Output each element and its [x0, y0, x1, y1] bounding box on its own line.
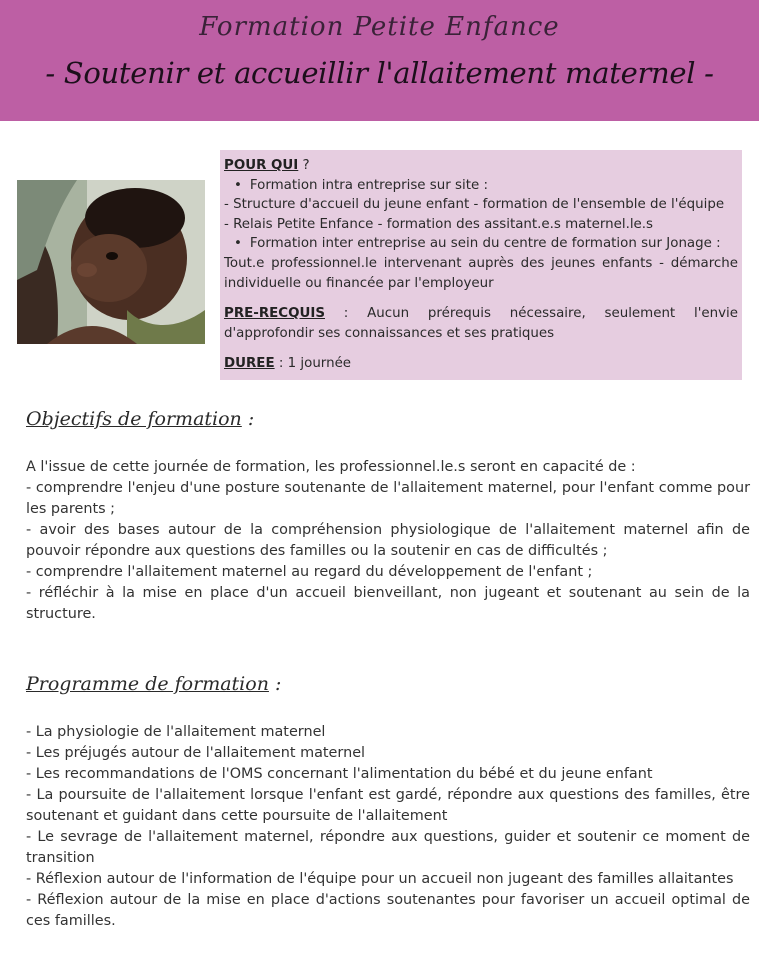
bullet-inter: • Formation inter entreprise au sein du centre de formation sur Jonage :: [224, 234, 738, 254]
objectifs-heading: [26, 408, 254, 430]
line-relais: - Relais Petite Enfance - formation des assitant.e.s maternel.le.s: [224, 216, 654, 232]
objectif-item: - comprendre l'enjeu d'une posture soutenante de l'allaitement maternel, pour l'enfant comme pour les parents ;: [26, 480, 750, 517]
programme-title: Programme de formation: [26, 673, 269, 695]
prereq-label: PRE-RECQUIS: [224, 306, 325, 322]
objectifs-title-suffix: :: [241, 408, 255, 430]
programme-item: - Les préjugés autour de l'allaitement maternel: [26, 745, 366, 761]
objectif-item: - avoir des bases autour de la compréhension physiologique de l'allaitement maternel afin de pouvoir répondre aux questions des familles ou la soutenir en cas de difficultés ;: [26, 522, 750, 559]
programme-item: - Les recommandations de l'OMS concernant l'alimentation du bébé et du jeune enfant: [26, 766, 653, 782]
programme-item: - La physiologie de l'allaitement maternel: [26, 724, 326, 740]
objectifs-title: Objectifs de formation: [26, 408, 242, 430]
programme-list: [26, 722, 750, 932]
objectifs-list: [26, 457, 750, 625]
pour-qui-line: [224, 156, 738, 176]
programme-item: - Réflexion autour de la mise en place d'actions soutenantes pour favoriser un accueil optimal de ces familles.: [26, 892, 750, 929]
pour-qui-label: POUR QUI: [224, 158, 299, 173]
prereq-text-2: d'approfondir ses connaissances et ses pratiques: [224, 325, 555, 341]
header-subtitle: Formation Petite Enfance: [199, 12, 560, 42]
bullet-intra: • Formation intra entreprise sur site :: [224, 176, 738, 196]
programme-heading: [26, 673, 281, 695]
header-banner: [0, 0, 759, 121]
objectif-item: - réfléchir à la mise en place d'un accueil bienveillant, non jugeant et soutenant au sein de la structure.: [26, 585, 750, 622]
programme-title-suffix: :: [268, 673, 282, 695]
objectif-item: A l'issue de cette journée de formation, les professionnel.le.s seront en capacité de :: [26, 459, 636, 475]
pour-qui-suffix: ?: [298, 158, 310, 173]
programme-item: - La poursuite de l'allaitement lorsque l'enfant est gardé, répondre aux questions des familles, être soutenant et guidant dans cette poursuite de l'allaitement: [26, 787, 750, 824]
header-title: - Soutenir et accueillir l'allaitement maternel -: [45, 56, 714, 90]
line-demarche: individuelle ou financée par l'employeur: [224, 275, 494, 291]
duree-label: DUREE: [224, 356, 275, 372]
breastfeeding-photo: [17, 180, 205, 344]
prereq-text: : Aucun prérequis nécessaire, seulement l'envie: [325, 306, 738, 322]
info-box: [220, 150, 742, 380]
duree-text: : 1 journée: [274, 356, 352, 372]
objectif-item: - comprendre l'allaitement maternel au regard du développement de l'enfant ;: [26, 564, 593, 580]
duree-line: [224, 354, 738, 374]
prereq-line: [224, 304, 738, 324]
programme-item: - Le sevrage de l'allaitement maternel, répondre aux questions, guider et soutenir ce moment de transition: [26, 829, 750, 866]
line-structure: - Structure d'accueil du jeune enfant - formation de l'ensemble de l'équipe: [224, 197, 725, 213]
programme-item: - Réflexion autour de l'information de l'équipe pour un accueil non jugeant des familles allaitantes: [26, 871, 734, 887]
line-professionnel: Tout.e professionnel.le intervenant auprès des jeunes enfants - démarche: [224, 255, 738, 271]
